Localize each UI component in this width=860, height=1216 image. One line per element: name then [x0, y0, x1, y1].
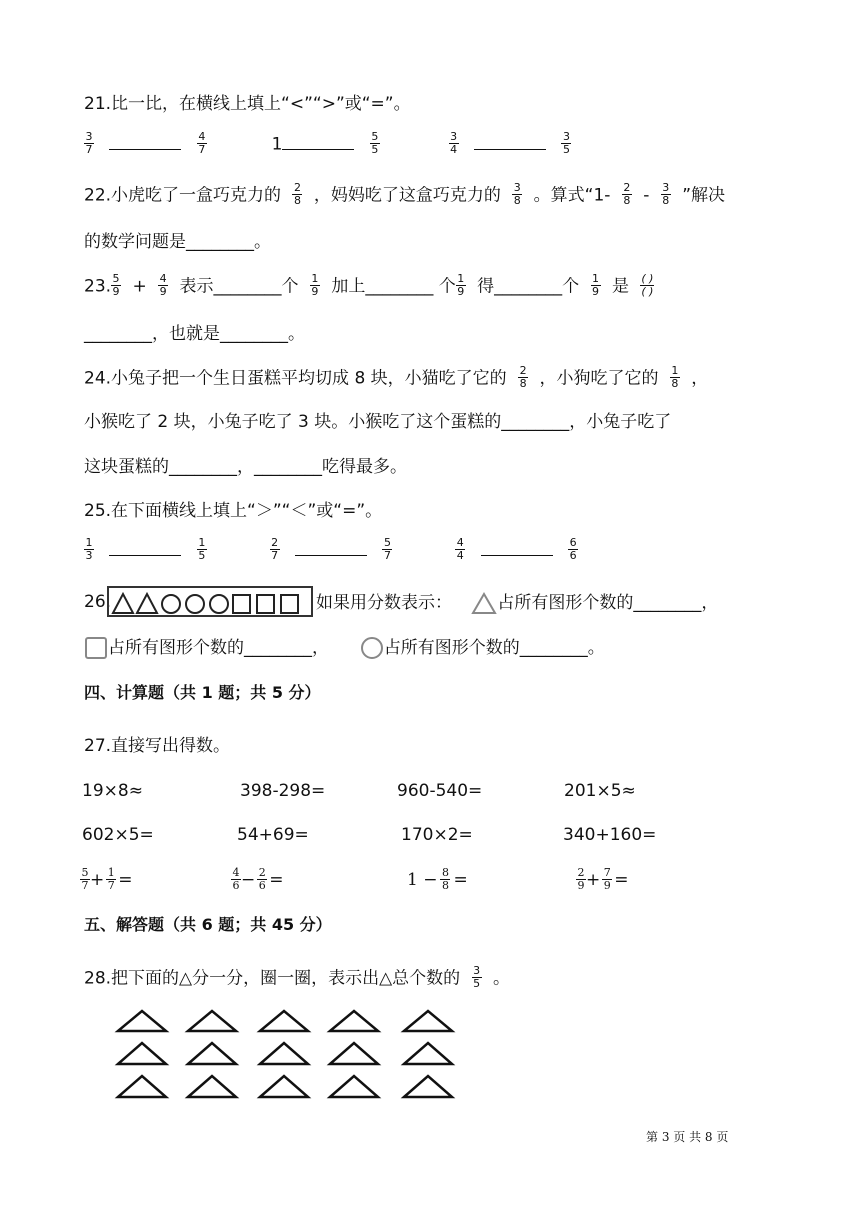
triangle-shape — [260, 1011, 308, 1031]
triangle-shape — [404, 1011, 452, 1031]
calc-item: 602×5= — [82, 825, 154, 845]
q24-line1: 24.小兔子把一个生日蛋糕平均切成 8 块，小猫吃了它的 $\frac{2}{8}$ ，小狗吃了它的 $\frac{1}{8}$ ， — [84, 364, 709, 390]
triangle-shape — [260, 1043, 308, 1064]
triangle-shape — [118, 1043, 166, 1064]
answer-blank[interactable] — [474, 135, 546, 150]
q25-row: $\frac{1}{3}$ $\frac{1}{5}$ $\frac{2}{7}$ $\frac{5}{7}$ $\frac{4}{4}$ $\frac{6}{6}$ — [85, 536, 577, 562]
circle-shape — [210, 595, 228, 613]
calc-item: 960-540= — [397, 781, 483, 801]
q24-line3: 这块蛋糕的________，________吃得最多。 — [84, 457, 407, 477]
triangle-shape — [118, 1076, 166, 1097]
calc-item: $\frac{5}{7}$ + $\frac{1}{7}$ = — [81, 866, 133, 892]
q21-text: 21.比一比，在横线上填上“<”“>”或“=”。 — [84, 94, 411, 114]
triangle-shape — [188, 1043, 236, 1064]
square-shape — [233, 595, 250, 613]
triangle-shape — [118, 1011, 166, 1031]
circle-shape — [162, 595, 180, 613]
triangle-shape — [330, 1076, 378, 1097]
section-heading: 五、解答题（共 6 题；共 45 分） — [84, 915, 332, 934]
triangle-shape — [188, 1076, 236, 1097]
triangles-grid — [112, 1005, 462, 1105]
q26-line2: 占所有图形个数的________， 占所有图形个数的________。 — [84, 636, 605, 660]
square-shape — [257, 595, 274, 613]
answer-blank[interactable] — [282, 135, 354, 150]
calc-item: 398-298= — [240, 781, 326, 801]
answer-blank[interactable] — [295, 541, 367, 556]
calc-item: $\frac{4}{6}$ − $\frac{2}{6}$ = — [232, 866, 284, 892]
square-shape — [281, 595, 298, 613]
shapes-strip — [107, 586, 313, 617]
q24-line2: 小猴吃了 2 块，小兔子吃了 3 块。小猴吃了这个蛋糕的________，小兔子吃了 — [84, 412, 672, 432]
triangle-shape — [404, 1076, 452, 1097]
square-icon — [84, 636, 108, 660]
circle-icon — [360, 636, 384, 660]
circle-shape — [186, 595, 204, 613]
q23-line2: ________，也就是________。 — [84, 324, 305, 344]
calc-item: 170×2= — [401, 825, 473, 845]
triangle-shape — [113, 594, 133, 613]
answer-blank[interactable] — [109, 135, 181, 150]
q27-title: 27.直接写出得数。 — [84, 736, 231, 756]
q26-line1: 如果用分数表示： 占所有图形个数的________， — [316, 593, 719, 613]
section-heading: 四、计算题（共 1 题；共 5 分） — [84, 683, 321, 702]
triangle-shape — [330, 1011, 378, 1031]
q26-num: 26. — [84, 592, 112, 612]
triangle-icon — [471, 591, 497, 615]
answer-blank[interactable] — [109, 541, 181, 556]
page-footer: 第 3 页 共 8 页 — [646, 1130, 729, 1144]
q22-line1: 22.小虎吃了一盒巧克力的 $\frac{2}{8}$ ，妈妈吃了这盒巧克力的 $\frac{3}{8}$ 。算式“1- $\frac{2}{8}$ - $\frac{3}{8}$ ”解决 — [84, 181, 726, 207]
calc-item: 54+69= — [237, 825, 309, 845]
q23-line1: 23. $\frac{5}{9}$ + $\frac{4}{9}$ 表示________个 $\frac{1}{9}$ 加上________ 个 $\frac{1}{9}$ 得________个 $\frac{1}{9}$ 是 $\frac{( )}{( )}$ — [84, 272, 654, 298]
triangle-shape — [137, 594, 157, 613]
calc-item: $\frac{2}{9}$ + $\frac{7}{9}$ = — [577, 866, 629, 892]
triangle-shape — [260, 1076, 308, 1097]
q25-text: 25.在下面横线上填上“＞”“＜”或“=”。 — [84, 501, 383, 521]
calc-item: 201×5≈ — [564, 781, 636, 801]
q21-row: $\frac{3}{7}$ $\frac{4}{7}$ 1 $\frac{5}{5}$ $\frac{3}{4}$ $\frac{3}{5}$ — [85, 130, 570, 156]
calc-item: 340+160= — [563, 825, 657, 845]
triangle-shape — [188, 1011, 236, 1031]
q22-line2: 的数学问题是________。 — [84, 232, 271, 252]
q28-text: 28.把下面的△分一分，圈一圈，表示出△总个数的 $\frac{3}{5}$ 。 — [84, 964, 510, 990]
triangle-shape — [330, 1043, 378, 1064]
answer-blank[interactable] — [481, 541, 553, 556]
triangle-shape — [404, 1043, 452, 1064]
calc-item: 19×8≈ — [82, 781, 143, 801]
calc-item: 1 − $\frac{8}{8}$ = — [407, 866, 468, 892]
